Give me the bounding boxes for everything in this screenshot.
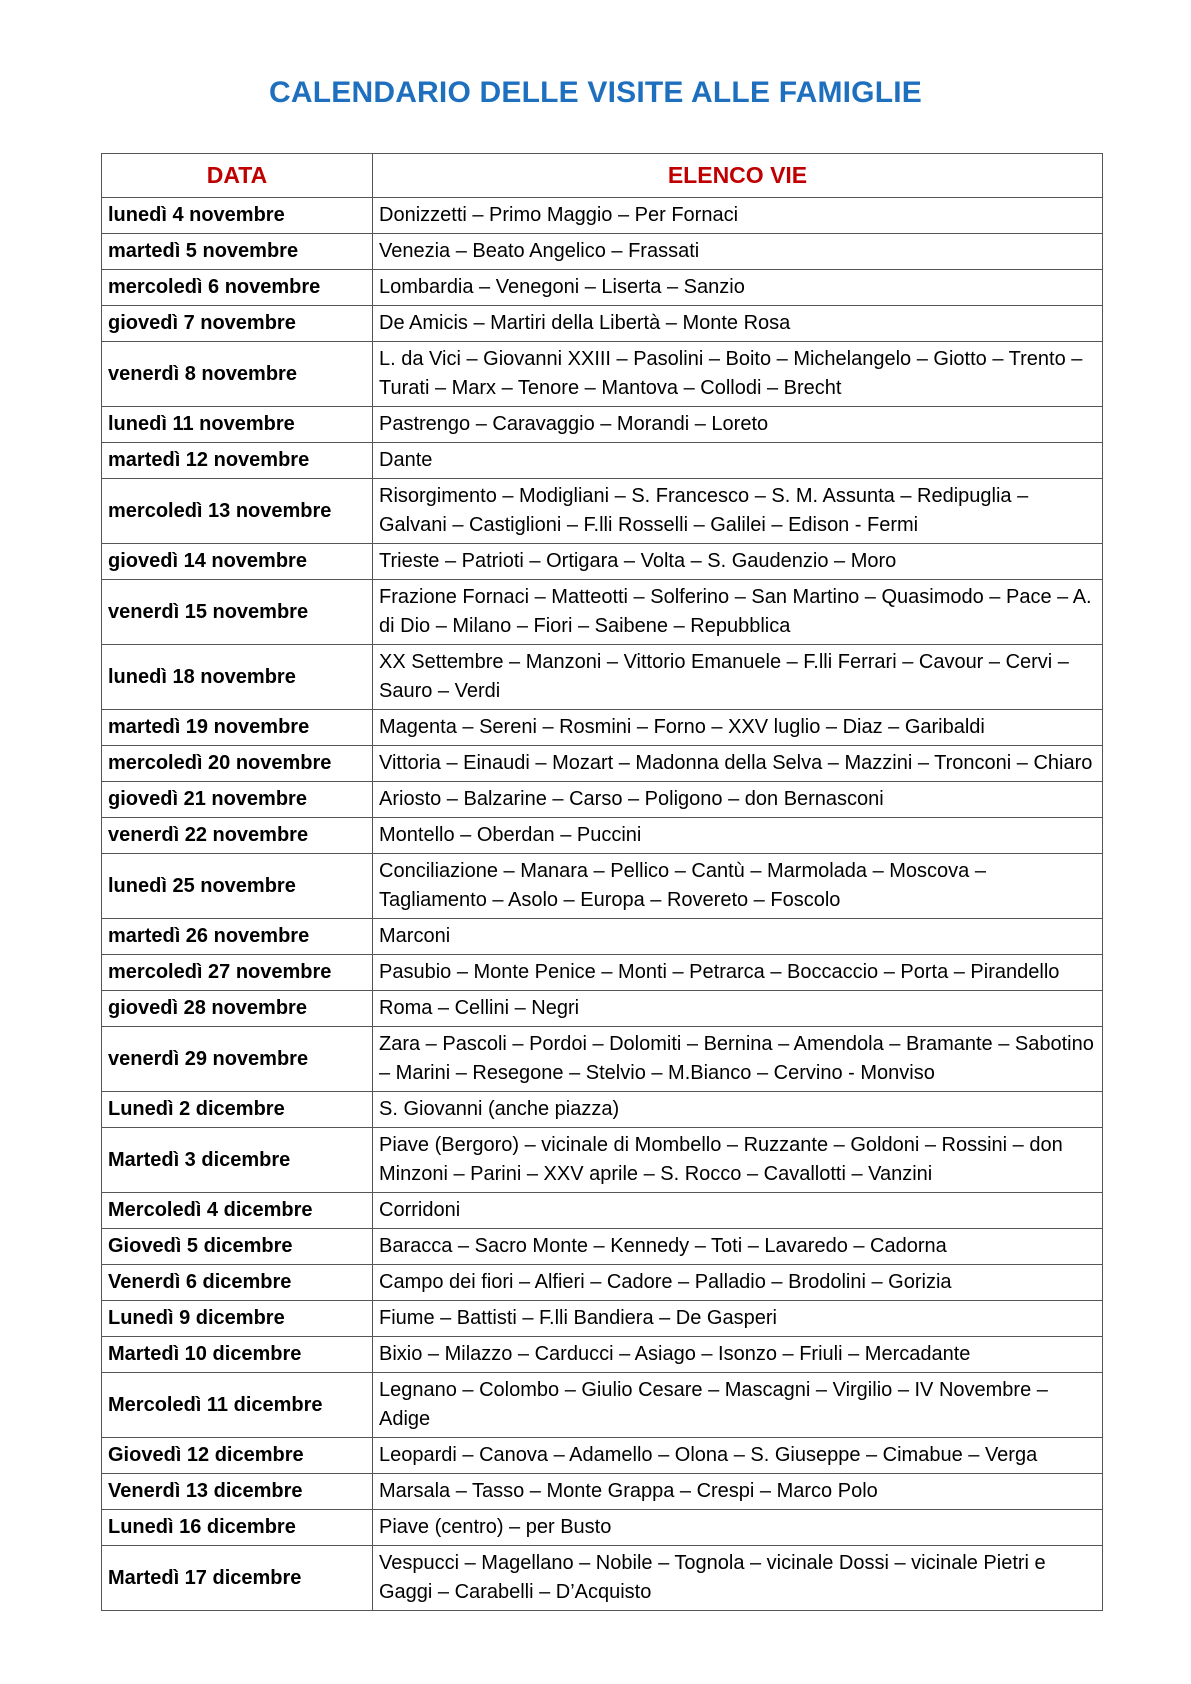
date-cell: venerdì 29 novembre — [102, 1027, 373, 1092]
table-row — [102, 1474, 1103, 1510]
table-row — [102, 1027, 1103, 1092]
date-cell: mercoledì 13 novembre — [102, 479, 373, 544]
table-row — [102, 479, 1103, 544]
streets-cell: Fiume – Battisti – F.lli Bandiera – De Gasperi — [373, 1301, 1103, 1337]
table-row — [102, 1438, 1103, 1474]
date-cell: Giovedì 5 dicembre — [102, 1229, 373, 1265]
table-row — [102, 198, 1103, 234]
date-cell: Venerdì 13 dicembre — [102, 1474, 373, 1510]
table-row — [102, 710, 1103, 746]
table-row — [102, 782, 1103, 818]
table-row — [102, 1193, 1103, 1229]
streets-cell: De Amicis – Martiri della Libertà – Monte Rosa — [373, 306, 1103, 342]
streets-cell: Corridoni — [373, 1193, 1103, 1229]
date-cell: Martedì 3 dicembre — [102, 1128, 373, 1193]
streets-cell: Legnano – Colombo – Giulio Cesare – Mascagni – Virgilio – IV Novembre – Adige — [373, 1373, 1103, 1438]
date-cell: Lunedì 9 dicembre — [102, 1301, 373, 1337]
date-cell: Lunedì 16 dicembre — [102, 1510, 373, 1546]
streets-column-header: ELENCO VIE — [373, 154, 1103, 198]
streets-cell: Magenta – Sereni – Rosmini – Forno – XXV luglio – Diaz – Garibaldi — [373, 710, 1103, 746]
streets-cell: Venezia – Beato Angelico – Frassati — [373, 234, 1103, 270]
date-cell: martedì 26 novembre — [102, 919, 373, 955]
streets-cell: Vittoria – Einaudi – Mozart – Madonna della Selva – Mazzini – Tronconi – Chiaro — [373, 746, 1103, 782]
streets-cell: S. Giovanni (anche piazza) — [373, 1092, 1103, 1128]
table-row — [102, 1373, 1103, 1438]
date-cell: mercoledì 6 novembre — [102, 270, 373, 306]
streets-cell: Pastrengo – Caravaggio – Morandi – Loreto — [373, 407, 1103, 443]
streets-cell: Baracca – Sacro Monte – Kennedy – Toti – Lavaredo – Cadorna — [373, 1229, 1103, 1265]
streets-cell: Conciliazione – Manara – Pellico – Cantù – Marmolada – Moscova – Tagliamento – Asolo – Europa – Rovereto – Foscolo — [373, 854, 1103, 919]
table-row — [102, 854, 1103, 919]
table-row — [102, 1229, 1103, 1265]
streets-cell: Marsala – Tasso – Monte Grappa – Crespi – Marco Polo — [373, 1474, 1103, 1510]
date-cell: mercoledì 27 novembre — [102, 955, 373, 991]
streets-cell: Risorgimento – Modigliani – S. Francesco – S. M. Assunta – Redipuglia – Galvani – Castiglioni – F.lli Rosselli – Galilei – Edison - Fermi — [373, 479, 1103, 544]
streets-cell: Donizzetti – Primo Maggio – Per Fornaci — [373, 198, 1103, 234]
date-cell: lunedì 18 novembre — [102, 645, 373, 710]
table-row — [102, 645, 1103, 710]
table-row — [102, 1546, 1103, 1611]
table-row — [102, 270, 1103, 306]
streets-cell: Ariosto – Balzarine – Carso – Poligono – don Bernasconi — [373, 782, 1103, 818]
date-cell: giovedì 28 novembre — [102, 991, 373, 1027]
date-cell: mercoledì 20 novembre — [102, 746, 373, 782]
table-row — [102, 746, 1103, 782]
table-row — [102, 544, 1103, 580]
streets-cell: Piave (Bergoro) – vicinale di Mombello – Ruzzante – Goldoni – Rossini – don Minzoni – Parini – XXV aprile – S. Rocco – Cavallotti – Vanzini — [373, 1128, 1103, 1193]
streets-cell: Zara – Pascoli – Pordoi – Dolomiti – Bernina – Amendola – Bramante – Sabotino – Marini – Resegone – Stelvio – M.Bianco – Cervino - Monviso — [373, 1027, 1103, 1092]
streets-cell: Leopardi – Canova – Adamello – Olona – S. Giuseppe – Cimabue – Verga — [373, 1438, 1103, 1474]
table-row — [102, 443, 1103, 479]
table-row — [102, 306, 1103, 342]
date-cell: lunedì 4 novembre — [102, 198, 373, 234]
streets-cell: Campo dei fiori – Alfieri – Cadore – Palladio – Brodolini – Gorizia — [373, 1265, 1103, 1301]
table-row — [102, 1337, 1103, 1373]
date-cell: lunedì 11 novembre — [102, 407, 373, 443]
table-row — [102, 342, 1103, 407]
table-row — [102, 234, 1103, 270]
table-header-row — [102, 154, 1103, 198]
date-cell: Mercoledì 4 dicembre — [102, 1193, 373, 1229]
streets-cell: Frazione Fornaci – Matteotti – Solferino – San Martino – Quasimodo – Pace – A. di Dio – Milano – Fiori – Saibene – Repubblica — [373, 580, 1103, 645]
streets-cell: Roma – Cellini – Negri — [373, 991, 1103, 1027]
table-row — [102, 919, 1103, 955]
streets-cell: Pasubio – Monte Penice – Monti – Petrarca – Boccaccio – Porta – Pirandello — [373, 955, 1103, 991]
streets-cell: XX Settembre – Manzoni – Vittorio Emanuele – F.lli Ferrari – Cavour – Cervi – Sauro – Verdi — [373, 645, 1103, 710]
streets-cell: Piave (centro) – per Busto — [373, 1510, 1103, 1546]
date-cell: martedì 12 novembre — [102, 443, 373, 479]
date-cell: Lunedì 2 dicembre — [102, 1092, 373, 1128]
table-row — [102, 1301, 1103, 1337]
streets-cell: Bixio – Milazzo – Carducci – Asiago – Isonzo – Friuli – Mercadante — [373, 1337, 1103, 1373]
date-cell: Martedì 17 dicembre — [102, 1546, 373, 1611]
streets-cell: Marconi — [373, 919, 1103, 955]
streets-cell: Dante — [373, 443, 1103, 479]
table-row — [102, 991, 1103, 1027]
date-cell: giovedì 21 novembre — [102, 782, 373, 818]
date-cell: giovedì 7 novembre — [102, 306, 373, 342]
date-cell: venerdì 8 novembre — [102, 342, 373, 407]
table-row — [102, 1092, 1103, 1128]
table-row — [102, 1510, 1103, 1546]
table-body — [102, 198, 1103, 1611]
date-cell: Martedì 10 dicembre — [102, 1337, 373, 1373]
date-cell: venerdì 22 novembre — [102, 818, 373, 854]
streets-cell: Lombardia – Venegoni – Liserta – Sanzio — [373, 270, 1103, 306]
streets-cell: Montello – Oberdan – Puccini — [373, 818, 1103, 854]
streets-cell: Trieste – Patrioti – Ortigara – Volta – S. Gaudenzio – Moro — [373, 544, 1103, 580]
date-cell: venerdì 15 novembre — [102, 580, 373, 645]
table-row — [102, 407, 1103, 443]
date-column-header: DATA — [102, 154, 373, 198]
visit-schedule-table — [101, 153, 1103, 1611]
streets-cell: Vespucci – Magellano – Nobile – Tognola – vicinale Dossi – vicinale Pietri e Gaggi – Carabelli – D’Acquisto — [373, 1546, 1103, 1611]
date-cell: Mercoledì 11 dicembre — [102, 1373, 373, 1438]
streets-cell: L. da Vici – Giovanni XXIII – Pasolini – Boito – Michelangelo – Giotto – Trento – Turati – Marx – Tenore – Mantova – Collodi – Brecht — [373, 342, 1103, 407]
table-row — [102, 818, 1103, 854]
table-row — [102, 580, 1103, 645]
date-cell: Venerdì 6 dicembre — [102, 1265, 373, 1301]
table-row — [102, 955, 1103, 991]
date-cell: lunedì 25 novembre — [102, 854, 373, 919]
table-row — [102, 1128, 1103, 1193]
date-cell: Giovedì 12 dicembre — [102, 1438, 373, 1474]
table-row — [102, 1265, 1103, 1301]
date-cell: giovedì 14 novembre — [102, 544, 373, 580]
date-cell: martedì 19 novembre — [102, 710, 373, 746]
date-cell: martedì 5 novembre — [102, 234, 373, 270]
page-title: CALENDARIO DELLE VISITE ALLE FAMIGLIE — [269, 76, 922, 109]
